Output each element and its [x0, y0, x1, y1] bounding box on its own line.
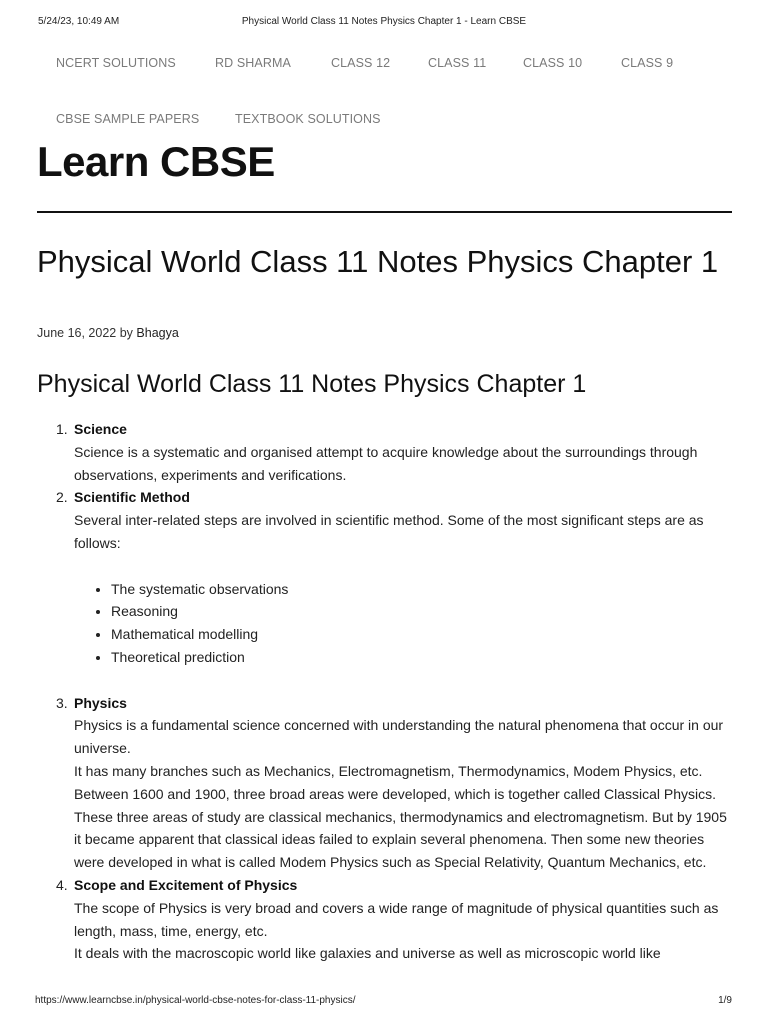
list-item: [56, 874, 734, 965]
item-text: Between 1600 and 1900, three broad areas were developed, which is together called Classical Physics. These three areas of study are classical mechanics, thermodynamics and electromagnetism. But by 1905 it became apparent that classical ideas failed to explain several phenomena. Then some new theories were developed in what is called Modem Physics such as Special Relativity, Quantum Mechanics, etc.: [74, 785, 727, 871]
article-heading: Physical World Class 11 Notes Physics Chapter 1: [37, 370, 587, 398]
item-title: Scope and Excitement of Physics: [74, 876, 298, 893]
nav-item-class-10[interactable]: CLASS 10: [523, 56, 583, 70]
article-meta: [37, 326, 179, 340]
bullet-list: [74, 578, 734, 669]
article-title: Physical World Class 11 Notes Physics Chapter 1: [37, 244, 719, 279]
item-title: Science: [74, 421, 127, 437]
article-date[interactable]: June 16, 2022: [37, 326, 117, 340]
print-header: [38, 16, 730, 30]
header-divider: [37, 211, 732, 213]
site-title[interactable]: Learn CBSE: [37, 138, 275, 185]
list-item: [56, 486, 734, 691]
bullet-item: • Theoretical prediction: [111, 646, 734, 669]
item-text: Science is a systematic and organised attempt to acquire knowledge about the surroundings through observations, experiments and verifications.: [74, 443, 698, 483]
item-number: 4.: [56, 876, 68, 893]
nav-item-ncert-solutions[interactable]: NCERT SOLUTIONS: [56, 56, 176, 70]
list-item: [56, 418, 734, 486]
nav-item-class-12[interactable]: CLASS 12: [331, 56, 391, 70]
print-url: https://www.learncbse.in/physical-world-cbse-notes-for-class-11-physics/: [35, 995, 356, 1006]
print-datetime: 5/24/23, 10:49 AM: [38, 16, 120, 27]
page-number: 1/9: [718, 995, 732, 1006]
item-number: 2.: [56, 489, 68, 506]
article-author[interactable]: Bhagya: [136, 326, 179, 340]
item-text: It deals with the macroscopic world like galaxies and universe as well as microscopic world like: [74, 945, 661, 962]
nav-item-cbse-sample-papers[interactable]: CBSE SAMPLE PAPERS: [56, 112, 200, 126]
list-item: [56, 692, 734, 874]
bullet-item: • The systematic observations: [111, 578, 734, 601]
item-title: Scientific Method: [74, 489, 190, 506]
item-text: Several inter-related steps are involved in scientific method. Some of the most significant steps are as follows:: [74, 512, 704, 551]
spacer: [74, 555, 734, 578]
print-page-title: Physical World Class 11 Notes Physics Chapter 1 - Learn CBSE: [241, 16, 527, 27]
nav-item-class-9[interactable]: CLASS 9: [621, 56, 674, 70]
article-content: [56, 418, 734, 965]
item-text: The scope of Physics is very broad and covers a wide range of magnitude of physical quantities such as length, mass, time, energy, etc.: [74, 899, 719, 939]
bullet-item: • Reasoning: [111, 600, 734, 623]
byline-by: by: [119, 326, 133, 340]
item-text: Physics is a fundamental science concerned with understanding the natural phenomena that occur in our universe.: [74, 717, 724, 757]
nav-item-textbook-solutions[interactable]: TEXTBOOK SOLUTIONS: [235, 112, 381, 126]
item-number: 1.: [56, 421, 68, 437]
item-title: Physics: [74, 694, 127, 711]
bullet-item: • Mathematical modelling: [111, 623, 734, 646]
spacer: [74, 669, 734, 692]
nav-item-rd-sharma[interactable]: RD SHARMA: [215, 56, 291, 70]
print-footer: [35, 995, 732, 1009]
item-number: 3.: [56, 694, 68, 711]
nav-item-class-11[interactable]: CLASS 11: [428, 56, 487, 70]
item-text: It has many branches such as Mechanics, Electromagnetism, Thermodynamics, Modem Physics, etc.: [74, 762, 703, 779]
